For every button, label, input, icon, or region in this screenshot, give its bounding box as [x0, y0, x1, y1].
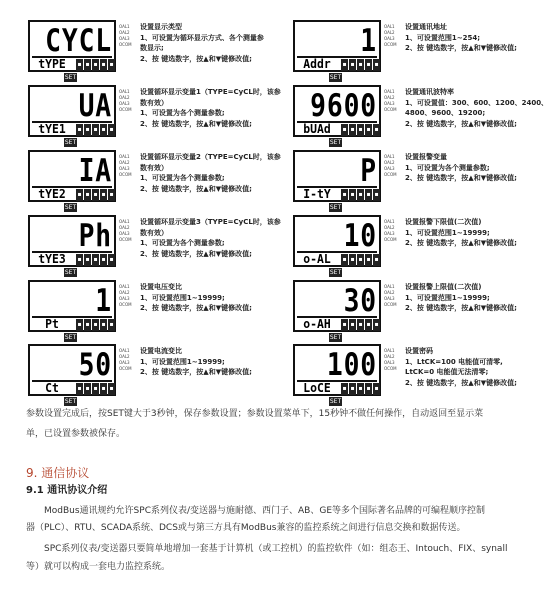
key-icon: ▪ [357, 189, 364, 201]
description-line: 1、可设置为各个测量参数; [405, 163, 490, 172]
section-title: 9. 通信协议 [26, 466, 90, 480]
sub-readout: I-tY [303, 187, 331, 201]
description-line: 设置通讯波特率 [405, 88, 454, 96]
main-readout: 10 [343, 218, 377, 254]
paragraph-1-line-2: 器（PLC）、RTU、SCADA系统、DCS或与第三方具有ModBus兼容的监控系统之间进行信息交换和数据传送。 [26, 523, 466, 533]
parameter-description [140, 346, 252, 378]
meter-panel [293, 215, 543, 277]
set-key: SET [64, 74, 77, 81]
key-row [341, 383, 380, 395]
set-key: SET [329, 139, 342, 146]
set-key: SET [329, 74, 342, 81]
key-icon: ▪ [108, 124, 115, 136]
set-key: SET [64, 334, 77, 341]
key-icon: ▪ [373, 319, 380, 331]
key-icon: ▪ [108, 254, 115, 266]
key-icon: ▪ [373, 124, 380, 136]
meter-panel [28, 215, 281, 277]
key-row [341, 124, 380, 136]
key-icon: ▪ [349, 189, 356, 201]
meter-display [28, 344, 116, 396]
description-line: 2、按 键选数字，按▲和▼键修改值; [140, 368, 252, 376]
key-icon: ▪ [100, 254, 107, 266]
key-icon: ▪ [76, 124, 83, 136]
key-icon: ▪ [365, 124, 372, 136]
key-row [76, 383, 115, 395]
meter-display [28, 20, 116, 72]
alarm-indicators: OAL1 OAL2 OAL3 OCOM [384, 219, 397, 242]
sub-readout: Ct [45, 381, 59, 395]
key-icon: ▪ [76, 189, 83, 201]
key-icon: ▪ [92, 124, 99, 136]
main-readout: P [360, 153, 377, 189]
key-icon: ▪ [357, 254, 364, 266]
description-line: 设置通讯地址 [405, 23, 447, 31]
key-row [341, 189, 380, 201]
main-readout: 50 [78, 347, 112, 383]
key-icon: ▪ [365, 59, 372, 71]
key-icon: ▪ [341, 319, 348, 331]
meter-panel [293, 280, 543, 342]
key-icon: ▪ [76, 59, 83, 71]
description-line: 2、按 键选数字，按▲和▼键修改值; [405, 304, 517, 312]
key-row [341, 59, 380, 71]
description-line: 设置电流变比 [140, 347, 182, 355]
meter-panel [28, 344, 278, 406]
set-key: SET [64, 204, 77, 211]
alarm-indicators: OAL1 OAL2 OAL3 OCOM [384, 154, 397, 177]
main-readout: 30 [343, 283, 377, 319]
alarm-indicators: OAL1 OAL2 OAL3 OCOM [119, 219, 132, 242]
description-line: 2、按 键选数字，按▲和▼键修改值; [140, 184, 252, 193]
set-key: SET [329, 398, 342, 405]
key-icon: ▪ [100, 319, 107, 331]
sub-readout: Pt [45, 317, 59, 331]
description-line: 设置循环显示变量1（TYPE=CyCL时，该参 [140, 88, 281, 96]
description-line: 1、可设置范围1~19999; [140, 357, 225, 366]
description-line: 1、可设置为各个测量参数; [140, 174, 225, 182]
meter-panel [293, 85, 549, 147]
main-readout: UA [78, 88, 112, 124]
key-icon: ▪ [92, 59, 99, 71]
description-line: 数有效） [140, 163, 168, 172]
description-line: 设置显示类型 [140, 23, 182, 31]
main-readout: CYCL [45, 23, 112, 59]
key-icon: ▪ [92, 254, 99, 266]
meter-display [293, 150, 381, 202]
key-icon: ▪ [341, 189, 348, 201]
key-row [76, 189, 115, 201]
main-readout: IA [78, 153, 112, 189]
alarm-indicators: OAL1 OAL2 OAL3 OCOM [119, 24, 132, 47]
set-key: SET [329, 204, 342, 211]
set-key: SET [329, 334, 342, 341]
main-readout: 1 [360, 23, 377, 59]
description-line: 1、可设置范围1~254; [405, 33, 481, 42]
key-row [341, 319, 380, 331]
key-icon: ▪ [92, 383, 99, 395]
key-icon: ▪ [349, 383, 356, 395]
meter-display [28, 280, 116, 332]
description-line: 2、按 键选数字，按▲和▼键修改值; [405, 378, 517, 387]
parameter-description [140, 87, 281, 129]
description-line: 设置报警变量 [405, 153, 447, 161]
key-icon: ▪ [76, 254, 83, 266]
key-icon: ▪ [341, 124, 348, 136]
parameter-description [140, 217, 281, 259]
description-line: 2、按 键选数字，按▲和▼键修改值; [405, 119, 517, 128]
note-line-1: 参数设置完成后，按SET键大于3秒钟，保存参数设置；参数设置菜单下，15秒钟不做任何操作，自动返回至显示菜 [26, 409, 484, 419]
sub-readout: tYE2 [38, 187, 66, 201]
alarm-indicators: OAL1 OAL2 OAL3 OCOM [119, 89, 132, 112]
set-key: SET [64, 139, 77, 146]
description-line: 设置电压变比 [140, 283, 182, 291]
parameter-description [140, 152, 281, 194]
key-icon: ▪ [84, 189, 91, 201]
key-icon: ▪ [108, 59, 115, 71]
meter-display [28, 150, 116, 202]
key-icon: ▪ [108, 319, 115, 331]
key-row [76, 319, 115, 331]
meter-display [293, 20, 381, 72]
set-key: SET [64, 398, 77, 405]
key-icon: ▪ [365, 319, 372, 331]
description-line: 设置循环显示变量3（TYPE=CyCL时，该参 [140, 218, 281, 226]
key-row [76, 254, 115, 266]
key-icon: ▪ [365, 189, 372, 201]
key-icon: ▪ [100, 124, 107, 136]
meter-display [293, 215, 381, 267]
key-icon: ▪ [76, 319, 83, 331]
key-icon: ▪ [349, 59, 356, 71]
sub-readout: Addr [303, 57, 331, 71]
parameter-description [405, 346, 517, 388]
key-icon: ▪ [92, 189, 99, 201]
alarm-indicators: OAL1 OAL2 OAL3 OCOM [119, 154, 132, 177]
description-line: 1、LtCK=100 电能值可清零, [405, 357, 503, 366]
main-readout: 1 [95, 283, 112, 319]
key-icon: ▪ [100, 383, 107, 395]
key-icon: ▪ [357, 319, 364, 331]
main-readout: Ph [78, 218, 112, 254]
key-icon: ▪ [108, 383, 115, 395]
key-row [341, 254, 380, 266]
key-icon: ▪ [341, 254, 348, 266]
key-icon: ▪ [108, 189, 115, 201]
paragraph-2-line-2: 等）就可以构成一套电力监控系统。 [26, 562, 171, 572]
sub-readout: o-AH [303, 317, 331, 331]
description-line: 设置报警下限值(二次值) [405, 218, 482, 226]
meter-panel [293, 344, 543, 406]
key-icon: ▪ [92, 319, 99, 331]
description-line: 数有效） [140, 98, 168, 107]
key-icon: ▪ [373, 383, 380, 395]
sub-readout: tYPE [38, 57, 66, 71]
key-icon: ▪ [84, 124, 91, 136]
key-icon: ▪ [373, 254, 380, 266]
description-line: 设置密码 [405, 347, 433, 355]
key-icon: ▪ [365, 383, 372, 395]
description-line: 1、可设置范围1~19999; [405, 293, 490, 302]
key-icon: ▪ [341, 59, 348, 71]
description-line: 2、按 键选数字，按▲和▼键修改值; [405, 44, 517, 52]
alarm-indicators: OAL1 OAL2 OAL3 OCOM [384, 24, 397, 47]
key-icon: ▪ [84, 59, 91, 71]
meter-panel [28, 280, 278, 342]
sub-readout: o-AL [303, 252, 331, 266]
key-icon: ▪ [84, 254, 91, 266]
meter-panel [28, 150, 281, 212]
key-row [76, 59, 115, 71]
meter-display [28, 85, 116, 137]
description-line: 2、按 键选数字，按▲和▼键修改值; [405, 174, 517, 182]
key-icon: ▪ [365, 254, 372, 266]
parameter-description [405, 87, 548, 129]
key-icon: ▪ [100, 59, 107, 71]
meter-panel [28, 85, 281, 147]
description-line: 4800、9600、19200; [405, 109, 486, 117]
main-readout: 9600 [310, 88, 377, 124]
note-line-2: 单，已设置参数被保存。 [26, 429, 126, 439]
parameter-description [405, 152, 517, 184]
parameter-description [140, 282, 252, 314]
key-icon: ▪ [373, 189, 380, 201]
key-icon: ▪ [357, 59, 364, 71]
paragraph-2-line-1: SPC系列仪表/变送器只要简单地增加一套基于计算机（或工控机）的监控软件（如：组态王、Intouch、FIX、synall [44, 544, 508, 554]
description-line: 1、可设置值：300、600、1200、2400、 [405, 98, 549, 107]
description-line: 设置报警上限值(二次值) [405, 283, 482, 291]
alarm-indicators: OAL1 OAL2 OAL3 OCOM [384, 284, 397, 307]
key-icon: ▪ [349, 319, 356, 331]
alarm-indicators: OAL1 OAL2 OAL3 OCOM [384, 348, 397, 371]
parameter-description [140, 22, 264, 64]
parameter-description [405, 22, 517, 54]
meter-display [293, 344, 381, 396]
key-icon: ▪ [357, 383, 364, 395]
description-line: 2、按 键选数字，按▲和▼键修改值; [140, 54, 252, 63]
sub-readout: LoCE [303, 381, 331, 395]
key-icon: ▪ [373, 59, 380, 71]
description-line: 2、按 键选数字，按▲和▼键修改值; [405, 239, 517, 247]
key-icon: ▪ [341, 383, 348, 395]
main-readout: 100 [326, 347, 377, 383]
description-line: 2、按 键选数字，按▲和▼键修改值; [140, 249, 252, 258]
key-row [76, 124, 115, 136]
sub-readout: tYE3 [38, 252, 66, 266]
meter-display [293, 280, 381, 332]
key-icon: ▪ [84, 383, 91, 395]
description-line: 2、按 键选数字，按▲和▼键修改值; [140, 304, 252, 312]
sub-readout: tYE1 [38, 122, 66, 136]
set-key: SET [329, 269, 342, 276]
key-icon: ▪ [349, 254, 356, 266]
meter-panel [293, 150, 543, 212]
description-line: 1、可设置为各个测量参数; [140, 239, 225, 247]
description-line: LtCK=0 电能值无法清零; [405, 368, 489, 376]
meter-panel [28, 20, 278, 82]
description-line: 数有效） [140, 228, 168, 237]
parameter-description [405, 217, 517, 249]
key-icon: ▪ [76, 383, 83, 395]
key-icon: ▪ [357, 124, 364, 136]
sub-readout: bUAd [303, 122, 331, 136]
description-line: 数显示; [140, 44, 164, 52]
paragraph-1-line-1: ModBus通讯规约允许SPC系列仪表/变送器与施耐德、西门子、AB、GE等多个国际著名品牌的可编程顺序控制 [44, 506, 486, 516]
alarm-indicators: OAL1 OAL2 OAL3 OCOM [119, 348, 132, 371]
key-icon: ▪ [100, 189, 107, 201]
description-line: 1、可设置范围1~19999; [405, 228, 490, 237]
meter-display [28, 215, 116, 267]
subsection-title: 9.1 通讯协议介绍 [26, 485, 108, 496]
alarm-indicators: OAL1 OAL2 OAL3 OCOM [119, 284, 132, 307]
description-line: 设置循环显示变量2（TYPE=CyCL时，该参 [140, 153, 281, 161]
meter-display [293, 85, 381, 137]
meter-panel [293, 20, 543, 82]
parameter-description [405, 282, 517, 314]
key-icon: ▪ [84, 319, 91, 331]
description-line: 1、可设置为循环显示方式、各个测量参 [140, 33, 264, 42]
alarm-indicators: OAL1 OAL2 OAL3 OCOM [384, 89, 397, 112]
key-icon: ▪ [349, 124, 356, 136]
description-line: 1、可设置为各个测量参数; [140, 109, 225, 117]
set-key: SET [64, 269, 77, 276]
description-line: 1、可设置范围1~19999; [140, 293, 225, 302]
description-line: 2、按 键选数字，按▲和▼键修改值; [140, 119, 252, 128]
